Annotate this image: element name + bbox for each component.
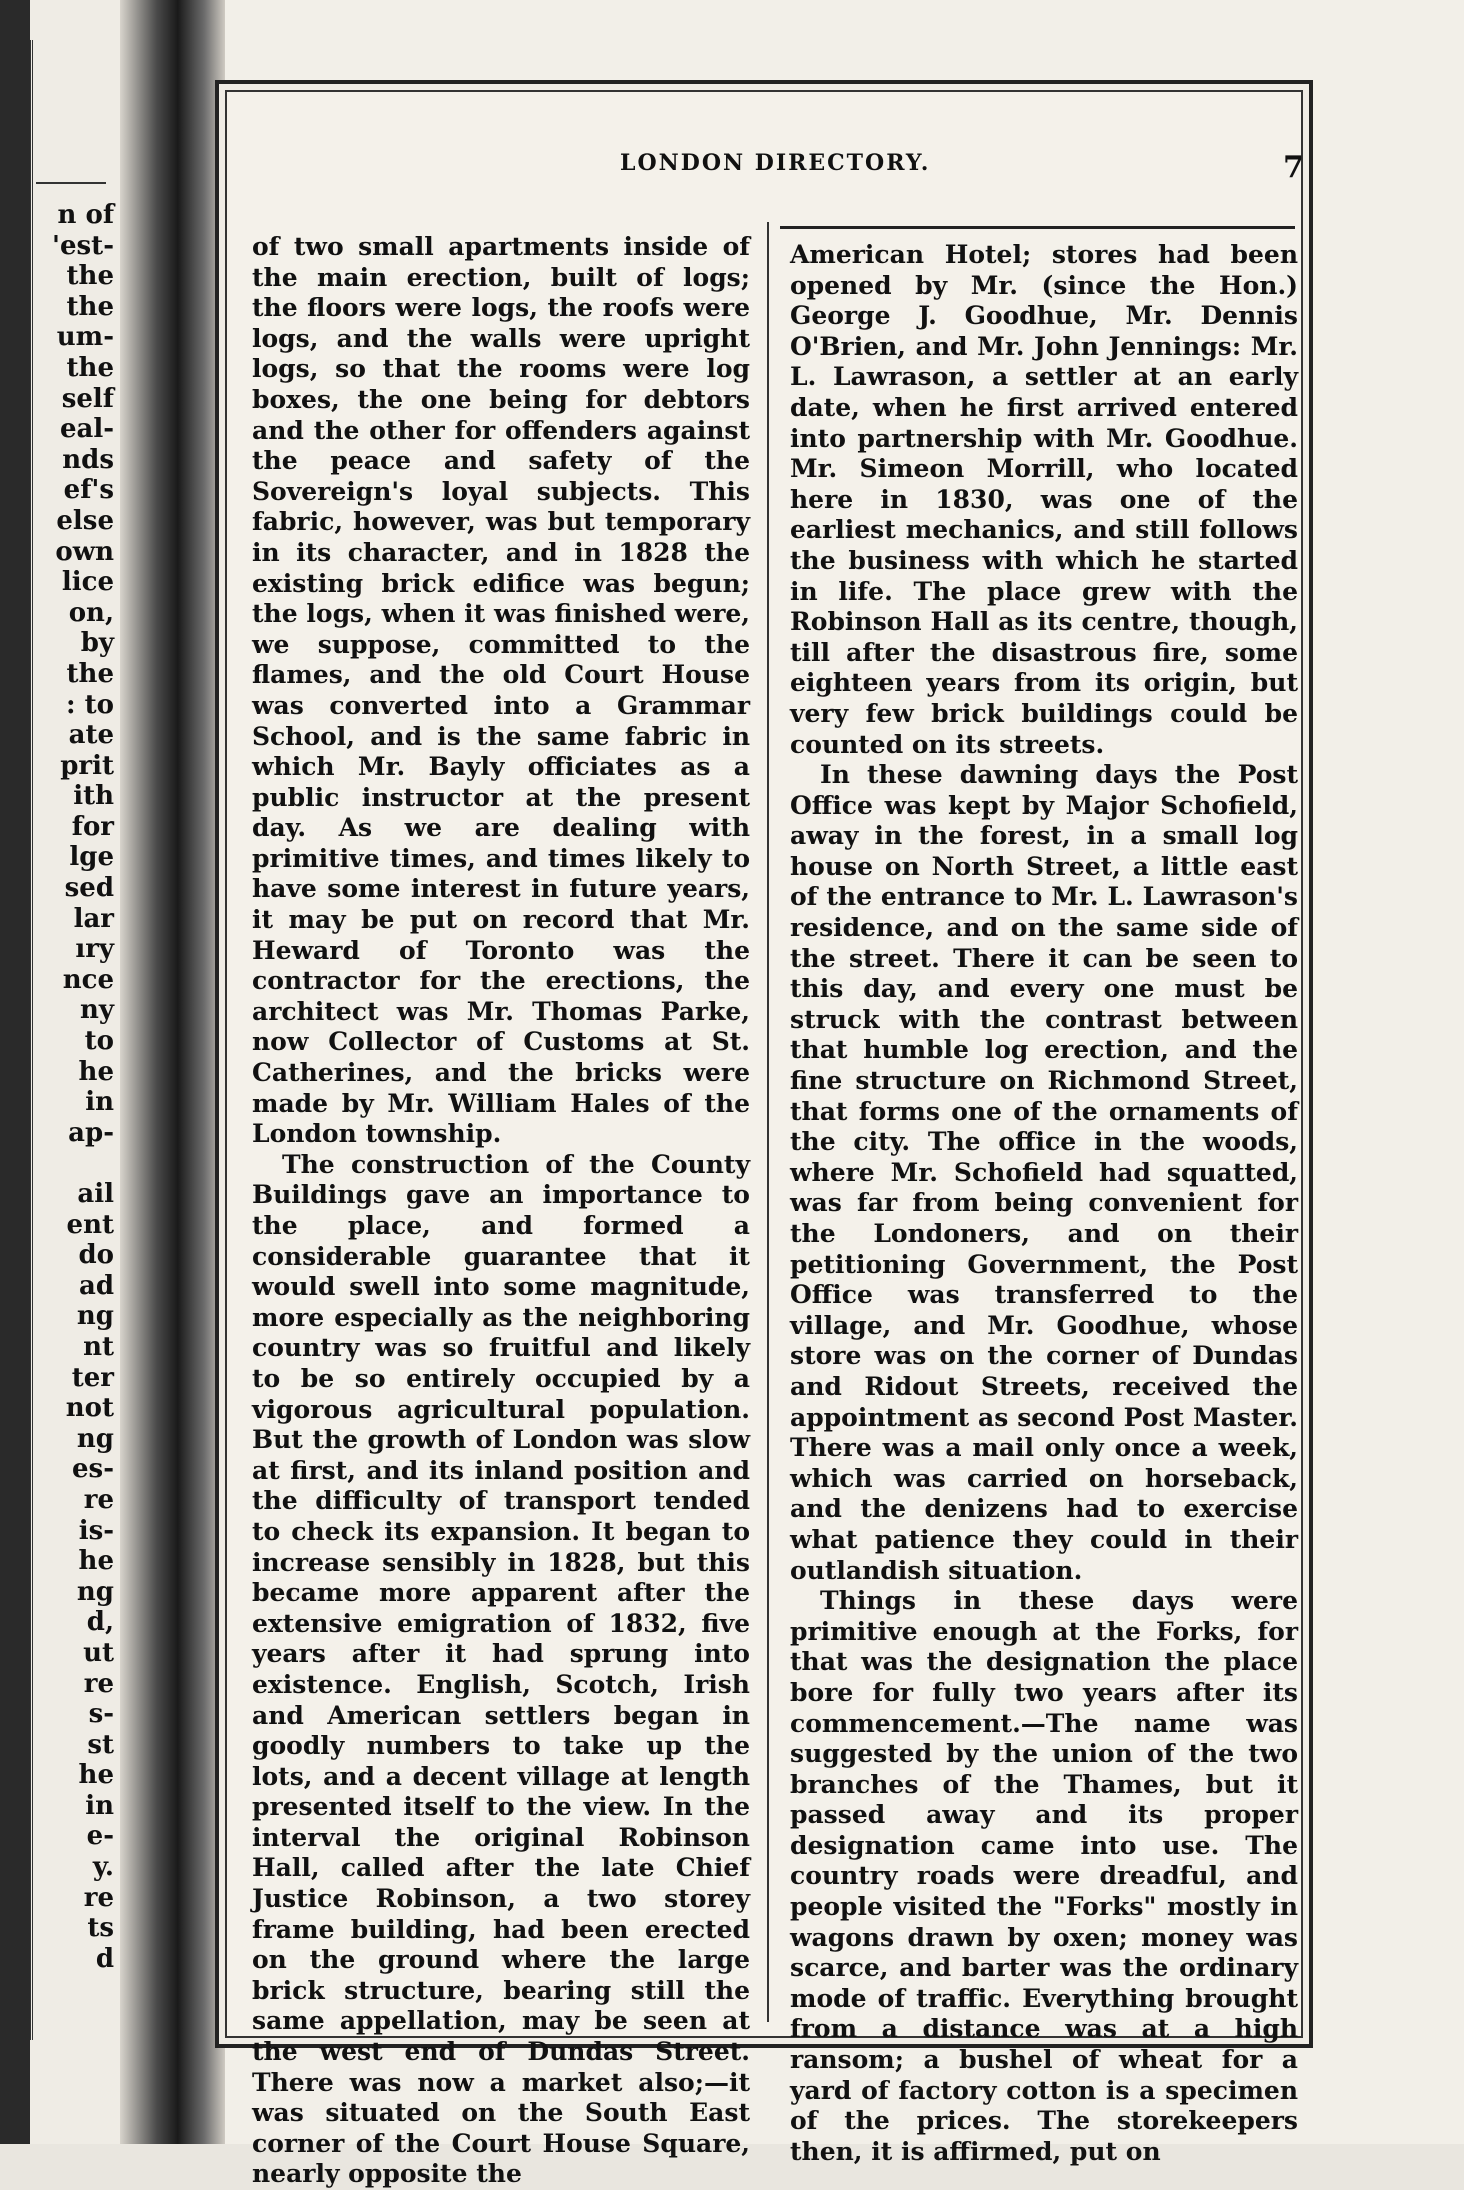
column-divider <box>767 222 769 2022</box>
previous-page-line: st <box>87 1729 114 1760</box>
previous-page-rule <box>36 182 106 184</box>
previous-page-line: ng <box>76 1301 114 1332</box>
previous-page-line: ıry <box>75 934 114 965</box>
running-title: LONDON DIRECTORY. <box>620 150 931 176</box>
previous-page-line: on, <box>68 597 114 628</box>
previous-page-edge <box>30 0 120 2144</box>
previous-page-line: re <box>83 1668 114 1699</box>
page-number: 7 <box>1283 150 1304 185</box>
previous-page-line: nt <box>83 1331 114 1362</box>
previous-page-line: um- <box>56 322 114 353</box>
scan-edge-shadow <box>0 0 30 2144</box>
previous-page-line: ut <box>83 1637 114 1668</box>
previous-page-line: he <box>78 1056 114 1087</box>
header-rule <box>780 226 1295 229</box>
previous-page-line: the <box>66 261 114 292</box>
paragraph: American Hotel; stores had been opened by Mr. (since the Hon.) George J. Goodhue, Mr. Dennis O'Brien, and Mr. John Jennings: Mr. L. Lawrason, a settler at an early date, when he first arrived entered into partnership with Mr. Goodhue. Mr. Simeon Morrill, who located here in 1830, was one of the earliest mechanics, and still follows the business with which he started in life. The place grew with the Robinson Hall as its centre, though, till after the disastrous fire, some eighteen years from its origin, but very few brick buildings could be counted on its streets. <box>790 240 1298 759</box>
previous-page-line: ent <box>66 1209 114 1240</box>
previous-page-line: not <box>65 1393 114 1424</box>
previous-page-line: prit <box>60 750 114 781</box>
paragraph: Things in these days were primitive enough at the Forks, for that was the designation the place bore for fully two years after its commencement.—The name was suggested by the union of the two branches of the Thames, but it passed away and its proper designation came into use. The country roads were dreadful, and people visited the "Forks" mostly in wagons drawn by oxen; money was scarce, and barter was the ordinary mode of traffic. Everything brought from a distance was at a high ransom; a bushel of wheat for a yard of factory cotton is a specimen of the prices. The storekeepers then, it is affirmed, put on <box>790 1586 1298 2166</box>
previous-page-line: e- <box>86 1821 114 1852</box>
previous-page-line: own <box>55 536 114 567</box>
previous-page-line: y. <box>92 1852 114 1883</box>
previous-page-line: n of <box>57 200 114 230</box>
previous-page-line: self <box>61 383 114 414</box>
previous-page-line: the <box>66 352 114 383</box>
previous-page-line: ef's <box>63 475 114 506</box>
previous-page-line: to <box>84 1026 114 1057</box>
previous-page-line: re <box>83 1882 114 1913</box>
previous-page-line: else <box>56 505 114 536</box>
previous-page-line: lge <box>69 842 114 873</box>
previous-page-line: nds <box>62 444 114 475</box>
previous-page-line: he <box>78 1546 114 1577</box>
previous-page-line: ad <box>78 1270 114 1301</box>
previous-page-line: es- <box>72 1454 114 1485</box>
previous-page-line: sed <box>64 873 114 904</box>
previous-page-line: lice <box>61 567 114 598</box>
paragraph: The construction of the County Buildings gave an importance to the place, and formed a considerable guarantee that it would swell into some magnitude, more especially as the neighboring country was so fruitful and likely to be so entirely occupied by a vigorous agricultural population. But the growth of London was slow at first, and its inland position and the difficulty of transport tended to check its expansion. It began to increase sensibly in 1828, but this became more apparent after the extensive emigration of 1832, five years after it had sprung into existence. English, Scotch, Irish and American settlers began in goodly numbers to take up the lots, and a decent village at length presented itself to the view. In the interval the original Robinson Hall, called after the late Chief Justice Robinson, a two storey frame building, had been erected on the ground where the large brick structure, bearing still the same appellation, may be seen at the west end of Dundas Street. There was now a market also;—it was situated on the South East corner of the Court House Square, nearly opposite the <box>252 1149 750 2189</box>
previous-page-line: ith <box>73 781 114 812</box>
previous-page-line: in <box>85 1087 114 1118</box>
previous-page-line: by <box>80 628 114 659</box>
book-gutter <box>120 0 225 2144</box>
previous-page-line: : to <box>65 689 114 720</box>
previous-page-line: in <box>85 1790 114 1821</box>
left-column <box>252 232 750 2190</box>
previous-page-line: ny <box>79 995 114 1026</box>
previous-page-line: ate <box>68 720 114 751</box>
previous-page-line: d <box>95 1943 114 1974</box>
previous-page-line: ng <box>76 1423 114 1454</box>
previous-page-line: is- <box>78 1515 114 1546</box>
previous-page-line: ail <box>77 1179 114 1209</box>
right-column <box>790 240 1298 2167</box>
previous-page-line <box>34 1148 114 1179</box>
previous-page-line: lar <box>73 903 114 934</box>
previous-page-line: for <box>71 811 114 842</box>
previous-page-line: the <box>66 291 114 322</box>
previous-page-line: d, <box>86 1607 114 1638</box>
previous-page-line: nce <box>62 964 114 995</box>
previous-page-line: eal- <box>59 414 114 445</box>
previous-page-line: re <box>83 1484 114 1515</box>
previous-page-line: he <box>78 1760 114 1791</box>
previous-page-line: 'est- <box>52 230 114 261</box>
previous-page-text <box>34 200 114 1974</box>
paragraph: In these dawning days the Post Office was kept by Major Schofield, away in the forest, in a small log house on North Street, a little east of the entrance to Mr. L. Lawrason's residence, and on the same side of the street. There it can be seen to this day, and every one must be struck with the contrast between that humble log erection, and the fine structure on Richmond Street, that forms one of the ornaments of the city. The office in the woods, where Mr. Schofield had squatted, was far from being convenient for the Londoners, and on their petitioning Government, the Post Office was transferred to the village, and Mr. Goodhue, whose store was on the corner of Dundas and Ridout Streets, received the appointment as second Post Master. There was a mail only once a week, which was carried on horseback, and the denizens had to exercise what patience they could in their outlandish situation. <box>790 760 1298 1585</box>
previous-page-line: ts <box>87 1913 114 1944</box>
previous-page-line: ap- <box>68 1117 114 1148</box>
previous-page-line: ter <box>71 1362 114 1393</box>
paragraph: of two small apartments inside of the main erection, built of logs; the floors were logs, the roofs were logs, and the walls were upright logs, so that the rooms were log boxes, the one being for debtors and the other for offenders against the peace and safety of the Sovereign's loyal subjects. This fabric, however, was but temporary in its character, and in 1828 the existing brick edifice was begun; the logs, when it was finished were, we suppose, committed to the flames, and the old Court House was converted into a Grammar School, and is the same fabric in which Mr. Bayly officiates as a public instructor at the present day. As we are dealing with primitive times, and times likely to have some interest in future years, it may be put on record that Mr. Heward of Toronto was the contractor for the erections, the architect was Mr. Thomas Parke, now Collector of Customs at St. Catherines, and the bricks were made by Mr. William Hales of the London township. <box>252 232 750 1149</box>
previous-page-line: s- <box>88 1699 114 1730</box>
previous-page-line: the <box>66 658 114 689</box>
previous-page-line: ng <box>76 1576 114 1607</box>
previous-page-line: do <box>78 1240 114 1271</box>
